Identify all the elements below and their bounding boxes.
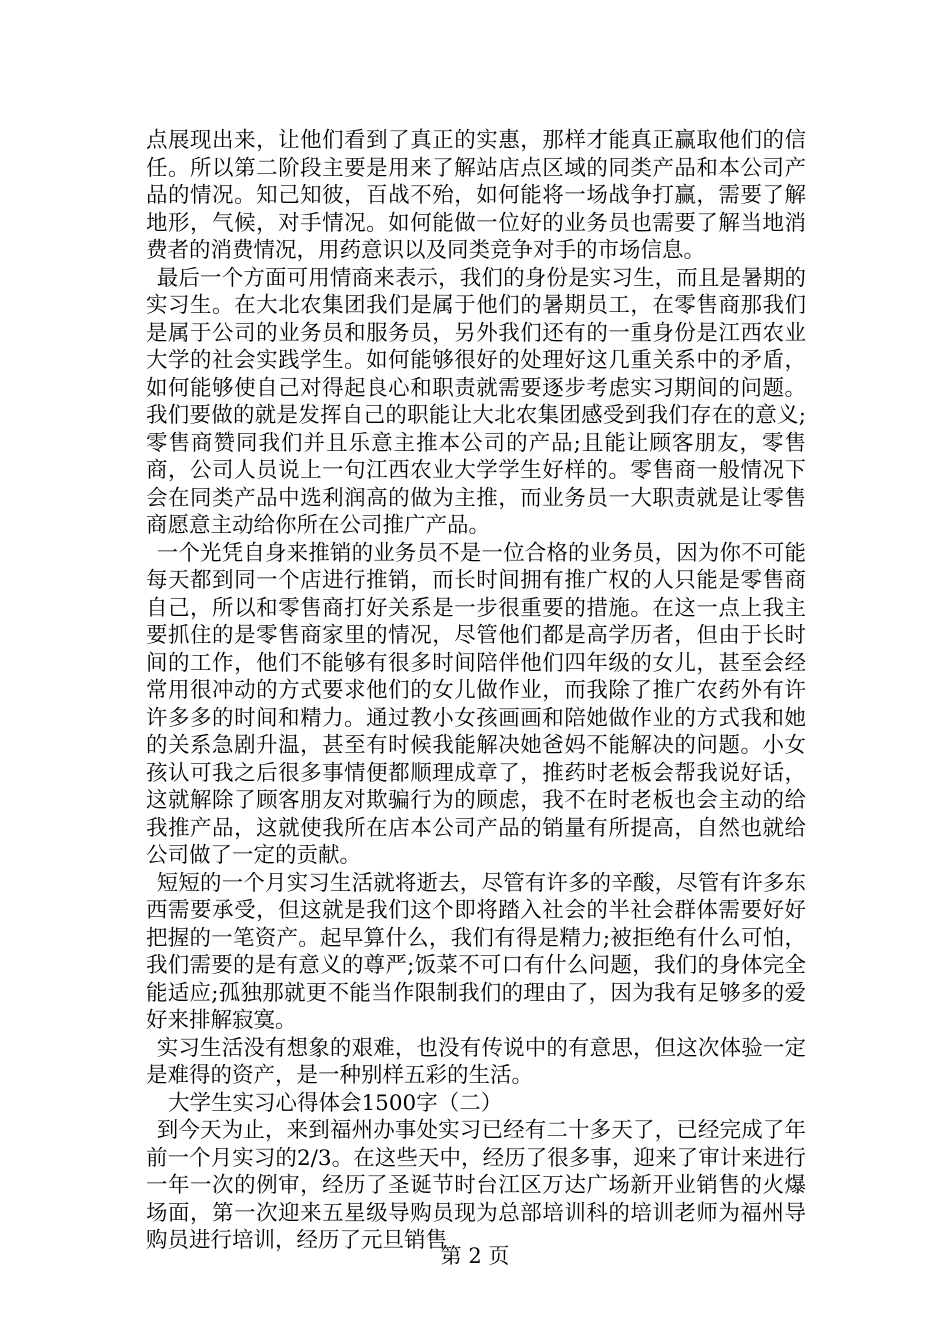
section-paragraph: 到今天为止，来到福州办事处实习已经有二十多天了，已经完成了年前一个月实习的2/3。在这些天中，经历了很多事，迎来了审计来进行一年一次的例审，经历了圣诞节时台江区万达广场新开业销售的火爆场面，第一次迎来五星级导购员现为总部培训科的培训老师为福州导购员进行培训，经历了元旦销售 — [146, 1118, 806, 1253]
paragraph-3: 一个光凭自身来推销的业务员不是一位合格的业务员，因为你不可能每天都到同一个店进行推销，而长时间拥有推广权的人只能是零售商自己，所以和零售商打好关系是一步很重要的措施。在这一点上我主要抓住的是零售商家里的情况，尽管他们都是高学历者，但由于长时间的工作，他们不能够有很多时间陪伴他们四年级的女儿，甚至会经常用很冲动的方式要求他们的女儿做作业，而我除了推广农药外有许许多多的时间和精力。通过教小女孩画画和陪她做作业的方式我和她的关系急剧升温，甚至有时候我能解决她爸妈不能解决的问题。小女孩认可我之后很多事情便都顺理成章了，推药时老板会帮我说好话，这就解除了顾客朋友对欺骗行为的顾虑，我不在时老板也会主动的给我推产品，这就使我所在店本公司产品的销量有所提高，自然也就给公司做了一定的贡献。 — [146, 540, 806, 868]
document-body — [146, 127, 806, 1255]
paragraph-4: 短短的一个月实习生活就将逝去，尽管有许多的辛酸，尽管有许多东西需要承受，但这就是我们这个即将踏入社会的半社会群体需要好好把握的一笔资产。起早算什么，我们有得是精力;被拒绝有什么可怕，我们需要的是有意义的尊严;饭菜不可口有什么问题，我们的身体完全能适应;孤独那就更不能当作限制我们的理由了，因为我有足够多的爱好来排解寂寞。 — [146, 870, 806, 1033]
section-heading: 大学生实习心得体会1500字（二） — [168, 1090, 503, 1116]
page-number: 第 2 页 — [440, 1244, 510, 1268]
paragraph-5: 实习生活没有想象的艰难，也没有传说中的有意思，但这次体验一定是难得的资产，是一种别样五彩的生活。 — [146, 1035, 806, 1088]
paragraph-1: 点展现出来，让他们看到了真正的实惠，那样才能真正赢取他们的信任。所以第二阶段主要是用来了解站店点区域的同类产品和本公司产品的情况。知己知彼，百战不殆，如何能将一场战争打赢，需要了解地形，气候，对手情况。如何能做一位好的业务员也需要了解当地消费者的消费情况，用药意识以及同类竞争对手的市场信息。 — [146, 128, 806, 263]
paragraph-2: 最后一个方面可用情商来表示，我们的身份是实习生，而且是暑期的实习生。在大北农集团我们是属于他们的暑期员工，在零售商那我们是属于公司的业务员和服务员，另外我们还有的一重身份是江西农业大学的社会实践学生。如何能够很好的处理好这几重关系中的矛盾，如何能够使自己对得起良心和职责就需要逐步考虑实习期间的问题。我们要做的就是发挥自己的职能让大北农集团感受到我们存在的意义;零售商赞同我们并且乐意主推本公司的产品;且能让顾客朋友，零售商，公司人员说上一句江西农业大学学生好样的。零售商一般情况下会在同类产品中选利润高的做为主推，而业务员一大职责就是让零售商愿意主动给你所在公司推广产品。 — [146, 265, 806, 538]
